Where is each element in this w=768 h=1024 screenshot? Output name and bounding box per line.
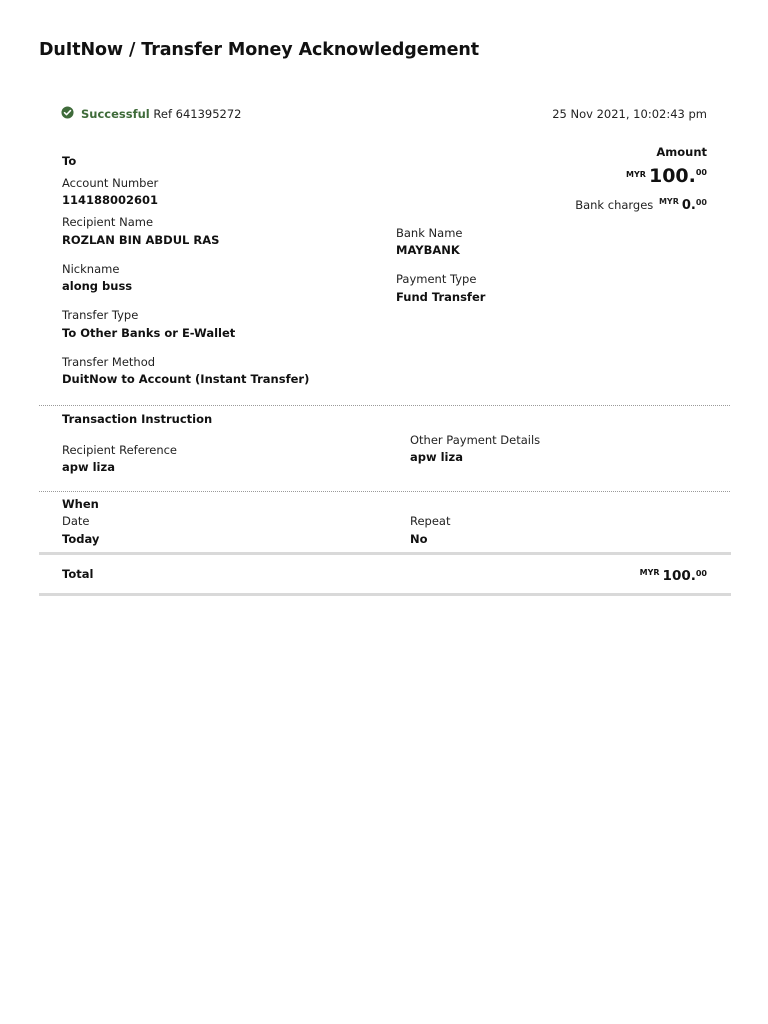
total-divider-top <box>39 552 731 555</box>
total-whole: 100. <box>662 568 696 584</box>
bank-name-label: Bank Name <box>396 226 463 240</box>
to-heading: To <box>62 154 77 168</box>
bank-charges-cents: 00 <box>695 198 707 207</box>
transfer-type-value: To Other Banks or E-Wallet <box>62 326 236 340</box>
amount-heading: Amount <box>656 145 707 159</box>
account-number-label: Account Number <box>62 176 159 190</box>
total-divider-bottom <box>39 593 731 596</box>
repeat-label: Repeat <box>410 514 451 528</box>
page-title: DuItNow / Transfer Money Acknowledgement <box>39 40 479 60</box>
check-circle-icon <box>61 106 74 119</box>
bank-charges-whole: 0. <box>681 198 696 213</box>
recipient-reference-label: Recipient Reference <box>62 443 177 457</box>
when-heading: When <box>62 497 99 511</box>
amount-cents: 00 <box>695 168 707 177</box>
transfer-type-label: Transfer Type <box>62 308 139 322</box>
date-label: Date <box>62 514 90 528</box>
total-cents: 00 <box>695 569 707 578</box>
other-payment-label: Other Payment Details <box>410 433 541 447</box>
reference-number: Ref 641395272 <box>153 107 242 121</box>
total-label: Total <box>62 567 94 581</box>
section-divider <box>39 491 730 492</box>
amount-whole: 100. <box>648 165 696 187</box>
transfer-method-label: Transfer Method <box>62 355 156 369</box>
transfer-method-value: DuitNow to Account (Instant Transfer) <box>62 372 310 386</box>
status-label: Successful <box>81 107 150 121</box>
amount-value <box>626 165 707 187</box>
transaction-datetime: 25 Nov 2021, 10:02:43 pm <box>552 107 707 121</box>
bank-charges <box>575 197 707 213</box>
section-divider <box>39 405 730 406</box>
bank-charges-label: Bank charges <box>575 198 654 212</box>
status-line <box>81 107 242 121</box>
repeat-value: No <box>410 532 428 546</box>
total-currency: MYR <box>639 568 660 577</box>
bank-name-value: MAYBANK <box>396 243 460 257</box>
nickname-label: Nickname <box>62 262 120 276</box>
amount-currency: MYR <box>626 170 646 179</box>
account-number-value: 114188002601 <box>62 193 159 207</box>
total-value <box>640 565 707 584</box>
other-payment-value: apw liza <box>410 450 463 464</box>
recipient-name-label: Recipient Name <box>62 215 154 229</box>
recipient-name-value: ROZLAN BIN ABDUL RAS <box>62 233 220 247</box>
payment-type-label: Payment Type <box>396 272 477 286</box>
nickname-value: along buss <box>62 279 133 293</box>
recipient-reference-value: apw liza <box>62 460 115 474</box>
payment-type-value: Fund Transfer <box>396 290 486 304</box>
date-value: Today <box>62 532 100 546</box>
instruction-heading: Transaction Instruction <box>62 412 213 426</box>
bank-charges-currency: MYR <box>658 197 679 206</box>
